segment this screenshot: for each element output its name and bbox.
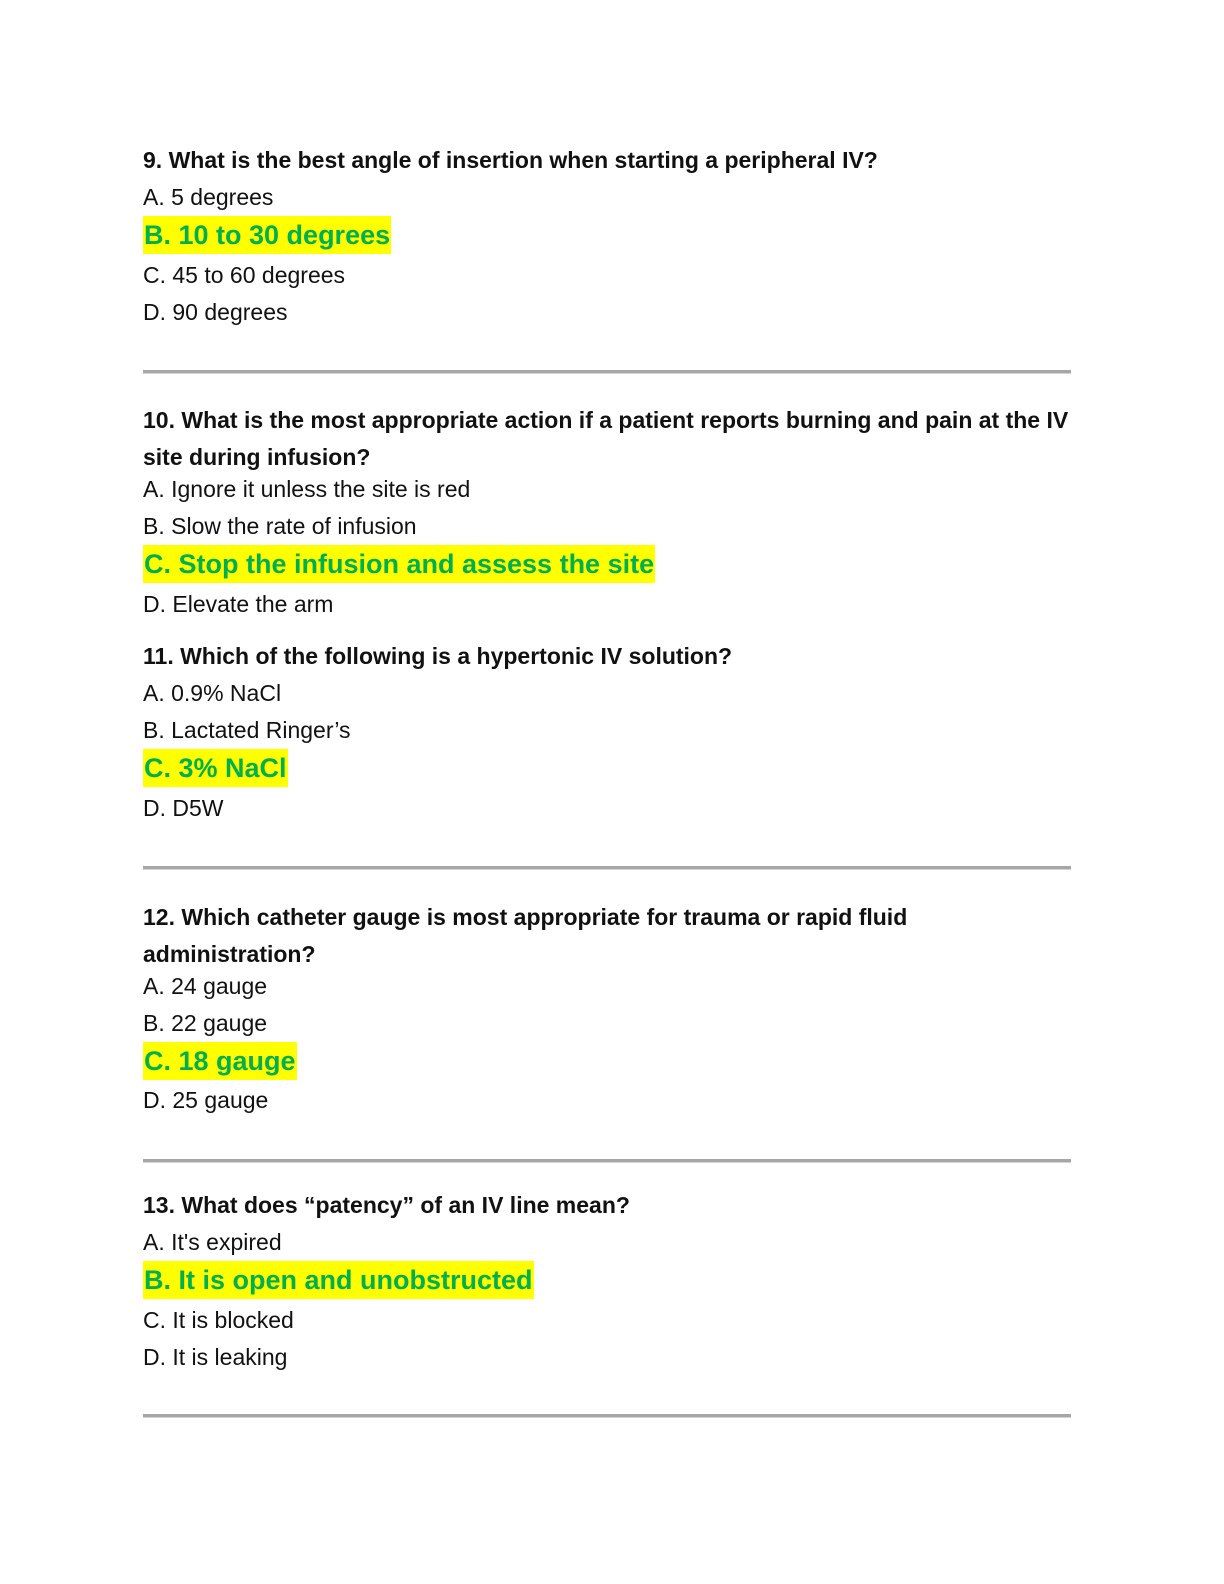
question-11-option-a: A. 0.9% NaCl — [143, 680, 282, 706]
question-9-option-d: D. 90 degrees — [143, 299, 288, 325]
question-11-option-b: B. Lactated Ringer’s — [143, 717, 351, 743]
question-10-option-a: A. Ignore it unless the site is red — [143, 476, 471, 502]
question-12-answer-c: C. 18 gauge — [143, 1042, 297, 1080]
question-9-option-c: C. 45 to 60 degrees — [143, 262, 346, 288]
question-13-text: 13. What does “patency” of an IV line mean? — [143, 1192, 630, 1218]
divider — [143, 1414, 1071, 1418]
question-12-option-b: B. 22 gauge — [143, 1010, 268, 1036]
question-9-option-a: A. 5 degrees — [143, 184, 274, 210]
question-10-answer-c: C. Stop the infusion and assess the site — [143, 545, 655, 583]
question-10-option-d: D. Elevate the arm — [143, 591, 334, 617]
question-12-option-d: D. 25 gauge — [143, 1087, 269, 1113]
question-11-text: 11. Which of the following is a hypertonic IV solution? — [143, 643, 733, 669]
question-11-answer-c: C. 3% NaCl — [143, 749, 288, 787]
question-13-option-a: A. It's expired — [143, 1229, 282, 1255]
question-11-option-d: D. D5W — [143, 795, 224, 821]
question-10-option-b: B. Slow the rate of infusion — [143, 513, 417, 539]
divider — [143, 866, 1071, 870]
question-12-option-a: A. 24 gauge — [143, 973, 268, 999]
question-13-answer-b: B. It is open and unobstructed — [143, 1261, 534, 1299]
question-10-text: 10. What is the most appropriate action if a patient reports burning and pain at the IV site during infusion? — [143, 407, 1069, 470]
question-12-text: 12. Which catheter gauge is most appropriate for trauma or rapid fluid administration? — [143, 904, 908, 967]
question-9-answer-b: B. 10 to 30 degrees — [143, 216, 391, 254]
divider — [143, 1159, 1071, 1163]
question-9-text: 9. What is the best angle of insertion when starting a peripheral IV? — [143, 147, 878, 173]
question-13-option-c: C. It is blocked — [143, 1307, 294, 1333]
question-13-option-d: D. It is leaking — [143, 1344, 288, 1370]
divider — [143, 370, 1071, 374]
